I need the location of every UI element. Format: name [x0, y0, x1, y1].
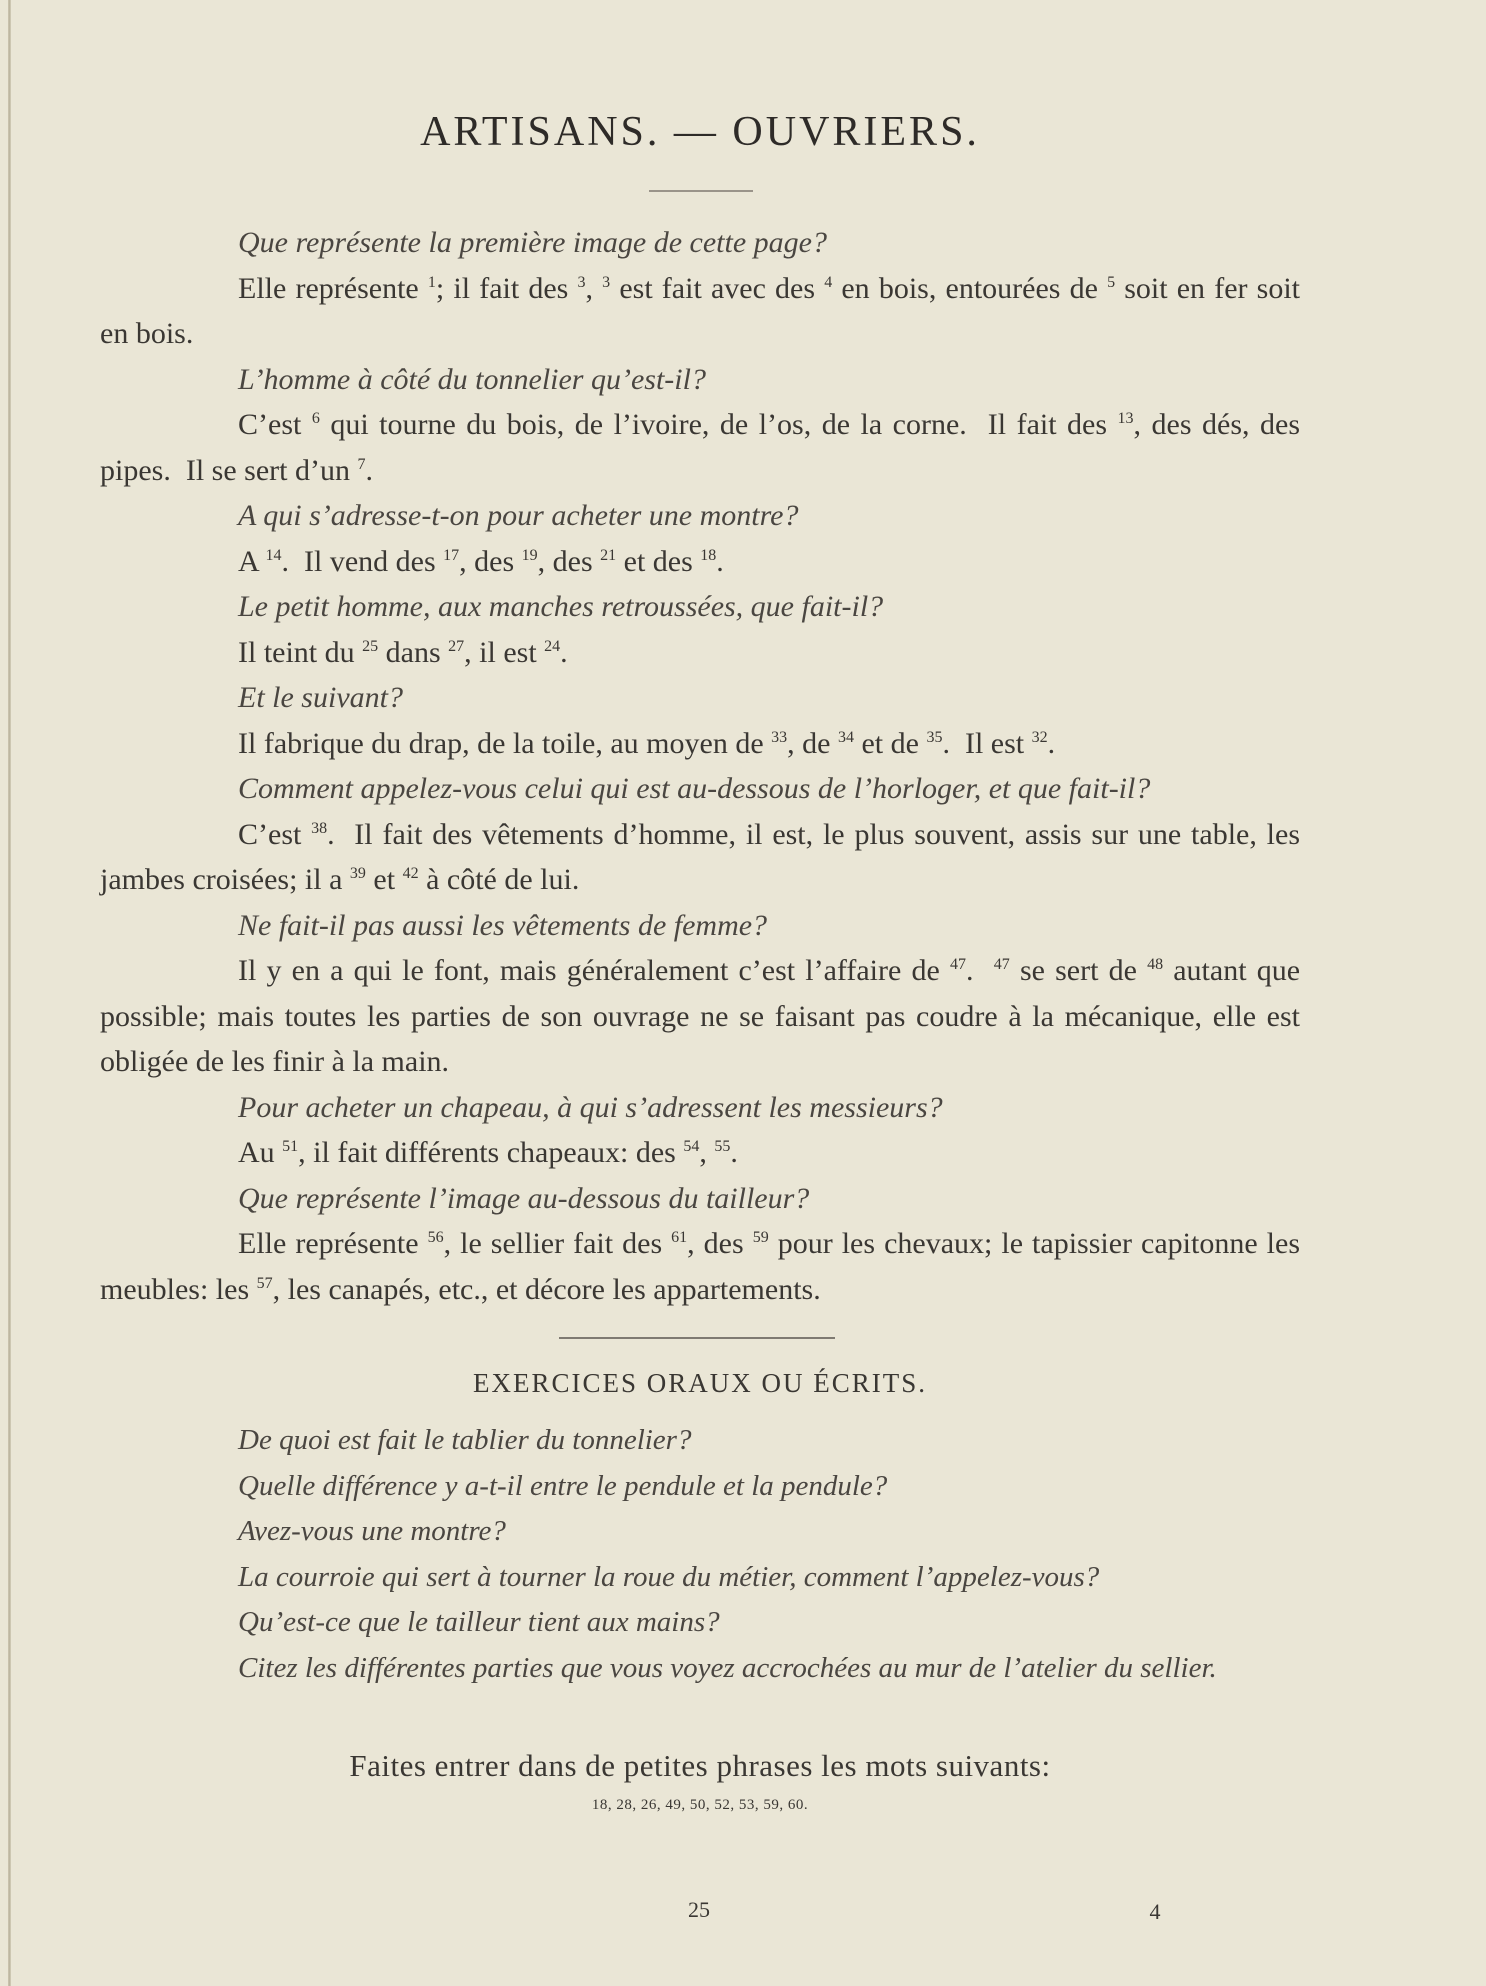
exercise-question: Avez-vous une montre? — [238, 1515, 506, 1547]
exercise-question: La courroie qui sert à tourner la roue du métier, comment l’appelez-vous? — [238, 1560, 1100, 1593]
dialogue-text — [100, 220, 1300, 1312]
dialogue-question: L’homme à côté du tonnelier qu’est-il? — [238, 362, 706, 396]
exercise-instruction: Faites entrer dans de petites phrases les mots suivants: — [349, 1748, 1051, 1783]
page-spine — [8, 0, 11, 1986]
dialogue-answer: C’est $^6$ qui tourne du bois, de l’ivoire, de l’os, de la corne. Il fait des $^{13}$, des dés, des pipes. Il se sert d’un $^7$. — [100, 408, 1301, 487]
dialogue-question: Et le suivant? — [238, 681, 403, 714]
word-number-list: 18, 28, 26, 49, 50, 52, 53, 59, 60. — [591, 1797, 809, 1813]
dialogue-answer: Elle représente $^1$; il fait des $^3$, $^3$ est fait avec des $^4$ en bois, entourées de $^5$ soit en fer soit en bois. — [100, 271, 1301, 350]
dialogue-question: Le petit homme, aux manches retroussées, que fait-il? — [238, 590, 884, 623]
dialogue-answer: Elle représente $^{56}$, le sellier fait des $^{61}$, des $^{59}$ pour les chevaux; le tapissier capitonne les meubles: les $^{57}$, les canapés, etc., et décore les appartements. — [100, 1227, 1301, 1306]
book-page — [100, 0, 1300, 1986]
exercise-question: Citez les différentes parties que vous voyez accrochées au mur de l’atelier du sellier. — [238, 1651, 1217, 1684]
dialogue-answer: Au $^{51}$, il fait différents chapeaux: des $^{54}$, $^{55}$. — [238, 1136, 738, 1169]
dialogue-question: Que représente la première image de cette page? — [238, 226, 827, 259]
dialogue-answer: Il fabrique du drap, de la toile, au moyen de $^{33}$, de $^{34}$ et de $^{35}$. Il est $^{32}$. — [238, 726, 1056, 760]
page-title: ARTISANS. — OUVRIERS. — [420, 109, 980, 155]
exercise-question: Qu’est-ce que le tailleur tient aux mains? — [238, 1606, 720, 1638]
dialogue-question: A qui s’adresse-t-on pour acheter une montre? — [238, 499, 799, 532]
dialogue-answer: Il teint du $^{25}$ dans $^{27}$, il est $^{24}$. — [238, 635, 568, 669]
title-divider — [649, 190, 753, 192]
page-number: 25 — [688, 1897, 710, 1922]
exercise-list — [100, 1418, 1300, 1691]
exercise-question: De quoi est fait le tablier du tonnelier? — [238, 1424, 692, 1456]
dialogue-question: Ne fait-il pas aussi les vêtements de femme? — [238, 908, 768, 942]
dialogue-answer: A $^{14}$. Il vend des $^{17}$, des $^{19}$, des $^{21}$ et des $^{18}$. — [238, 544, 724, 578]
exercises-title: EXERCICES ORAUX OU ÉCRITS. — [472, 1368, 928, 1398]
dialogue-question: Pour acheter un chapeau, à qui s’adressent les messieurs? — [238, 1090, 943, 1124]
dialogue-answer: C’est $^{38}$. Il fait des vêtements d’homme, il est, le plus souvent, assis sur une table, les jambes croisées; il a $^{39}$ et $^{42}$ à côté de lui. — [100, 817, 1301, 896]
section-divider — [559, 1337, 835, 1339]
dialogue-answer: Il y en a qui le font, mais généralement c’est l’affaire de $^{47}$. $^{47}$ se sert de $^{48}$ autant que possible; mais toutes les parties de son ouvrage ne se faisant pas coudre à la mécanique, elle est obligée de les finir à la main. — [100, 954, 1301, 1078]
dialogue-question: Que représente l’image au-dessous du tailleur? — [238, 1181, 810, 1215]
dialogue-question: Comment appelez-vous celui qui est au-dessous de l’horloger, et que fait-il? — [238, 772, 1151, 805]
signature-mark: 4 — [1149, 1899, 1161, 1924]
exercise-question: Quelle différence y a-t-il entre le pendule et la pendule? — [238, 1469, 888, 1502]
